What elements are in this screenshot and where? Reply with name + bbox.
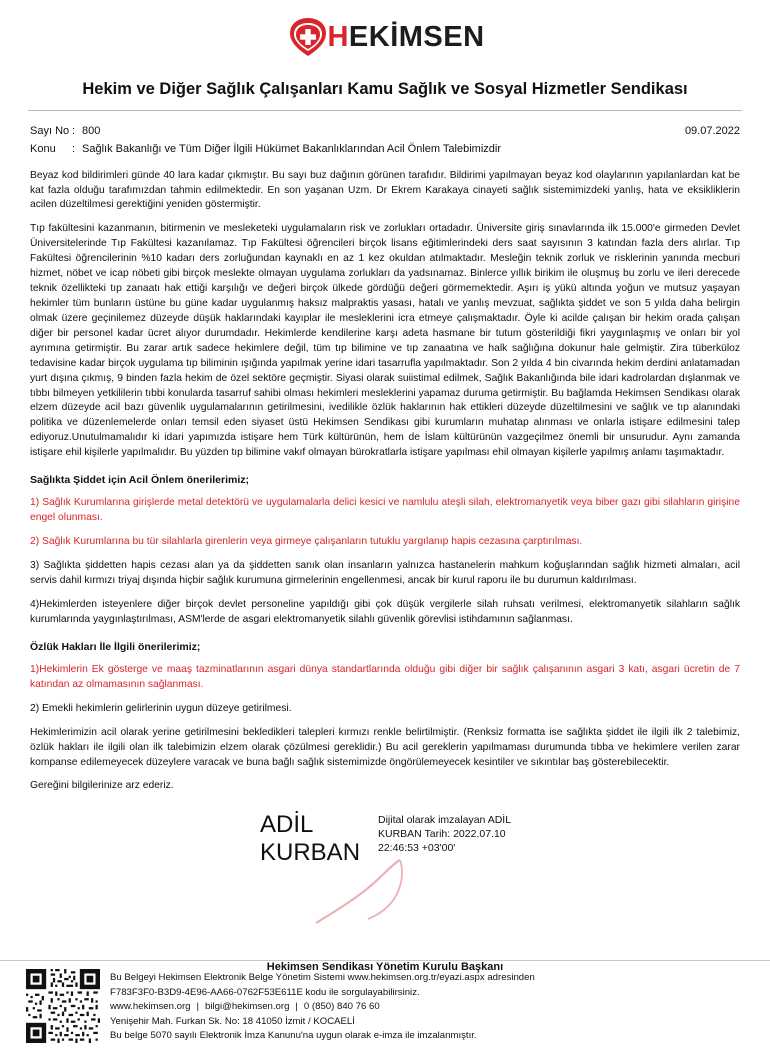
meta-row-subject (30, 141, 740, 159)
closing-line: Gereğini bilgilerinize arz ederiz. (30, 779, 174, 791)
signature-area (30, 805, 740, 925)
paragraph-3: Hekimlerimizin acil olarak yerine getirilmesini bekledikleri talepleri kırmızı renkle belirtilmiştir. (Renksiz formatta ise sağlıkta şiddet ile ilgili ilk 2 talebimiz, özlük hakları ile ilgili olan ilk talebimizin elzem olarak çözülmesi gereklidir.) Bu acil gereklerin yapılmaması durumunda tıbba ve hekimlere verilen zarar kompanse edilemeyecek düzeylere varacak ve buna bağlı sağlık sistemimizde öngörülemeyecek kesintiler ve sıkıntılar baş gösterebilecektir. (30, 726, 740, 768)
signature-name: ADİL KURBAN (260, 810, 361, 866)
number-value: 800 (82, 125, 101, 138)
document-header (0, 0, 770, 111)
document-footer (0, 960, 770, 1054)
header-divider (28, 110, 742, 111)
subject-label: Konu (30, 143, 56, 156)
footer-email-link[interactable]: bilgi@hekimsen.org (205, 1001, 290, 1013)
footer-website-link[interactable]: www.hekimsen.org (110, 1001, 191, 1013)
footer-separator-1: | (196, 1001, 200, 1013)
brand-wordmark (327, 20, 485, 53)
document-body (30, 169, 740, 771)
number-label: Sayı No (30, 125, 70, 138)
proposal-item-3: 3) Sağlıkta şiddetten hapis cezası alan ya da şiddetten sanık olan insanların yalnızca hastanelerin mahkum koğuşlarından sağlık hizmeti almaları, acil servis dahil kırmızı triyaj dışında hiçbir sağlık kurumuna girmelerinin engellenmesi, ancak bir kurul raporu ile bu durumun kaldırılması. (30, 560, 740, 587)
document-date: 09.07.2022 (684, 125, 740, 138)
proposal-item-4: 4)Hekimlerden isteyenlere diğer birçok devlet personeline yapıldığı gibi çok düşük vergilerle silah ruhsatı verilmesi, elektromanyetik silahların sağlık kurumlarında yaygınlaştırılması, ASM'lerde de asgari elektromanyetik silahlı güvenlik görevlisi istihdamının sağlanması. (30, 598, 740, 625)
footer-line-5: Bu belge 5070 sayılı Elektronik İmza Kanunu'na uygun olarak e-imza ile imzalanmıştır. (110, 1030, 477, 1042)
brand-wordmark-rest: EKİMSEN (348, 20, 485, 53)
brand-logo (285, 14, 484, 60)
proposal-item-2: 2) Sağlık Kurumlarına bu tür silahlarla girenlerin veya girmeye çalışanların tutuklu yargılanıp hapis cezasına çarptırılması. (30, 536, 583, 548)
subject-value: Sağlık Bakanlığı ve Tüm Diğer İlgili Hükümet Bakanlıklarından Acil Önlem Talebimizdir (82, 143, 501, 156)
hekimsen-logo-icon (285, 14, 331, 60)
digital-signature-detail: Dijital olarak imzalayan ADİL KURBAN Tarih: 2022.07.10 22:46:53 +03'00' (378, 813, 511, 854)
proposal-item-5: 1)Hekimlerin Ek gösterge ve maaş tazminatlarının asgari dünya standartlarında olduğu gibi diğer bir sağlık çalışanının asgari 3 katı, asgari ücretin de 7 katından az olmamasının sağlanması. (30, 664, 740, 690)
footer-line-2: F783F3F0-B3D9-4E96-AA66-0762F53E611E kodu ile sorgulayabilirsiniz. (110, 986, 420, 998)
footer-address: Yenişehir Mah. Furkan Sk. No: 18 41050 İzmit / KOCAELİ (110, 1015, 355, 1027)
section-title-rights: Özlük Hakları İle İlgili önerilerimiz; (30, 640, 201, 653)
footer-text-block (110, 969, 535, 1044)
footer-separator-2: | (295, 1001, 298, 1013)
signatory-title: Hekimsen Sendikası Yönetim Kurulu Başkanı (266, 960, 504, 973)
paragraph-1: Beyaz kod bildirimleri günde 40 lara kadar çıkmıştır. Bu sayı buz dağının görünen tarafıdır. Bildirimi yapılmayan beyaz kod olaylarının yapılanlardan kat be kat fazla olduğu tarafımızdan tahmin edilmektedir. En son yaşanan Uzm. Dr Ekrem Karakaya cinayeti sağlık sistemimizdeki yanlış, hata ve eksikliklerin acilen düzeltilmesi gerektiğini yeniden göstermiştir. (30, 169, 740, 211)
document-meta (30, 123, 740, 158)
signature-flourish-icon (312, 857, 432, 927)
meta-row-number (30, 123, 740, 141)
proposal-item-6: 2) Emekli hekimlerin gelirlerinin uygun düzeye getirilmesi. (30, 702, 292, 714)
footer-line-1: Bu Belgeyi Hekimsen Elektronik Belge Yönetim Sistemi www.hekimsen.org.tr/eyazi.aspx adresinden (110, 972, 535, 984)
section-title-violence: Sağlıkta Şiddet için Acil Önlem önerilerimiz; (30, 474, 249, 487)
number-separator: : (72, 125, 76, 138)
proposal-item-1: 1) Sağlık Kurumlarına girişlerde metal detektörü ve uygulamalarla delici kesici ve namlulu ateşli silah, elektromanyetik veya biber gazı gibi silahların girişine engel olunması. (30, 497, 740, 524)
footer-contact-row (110, 1000, 535, 1015)
brand-wordmark-h: H (327, 20, 349, 53)
qr-code-icon (26, 969, 100, 1043)
subject-separator: : (72, 143, 76, 156)
paragraph-2: Tıp fakültesini kazanmanın, bitirmenin ve mesleketeki uygulamaların risk ve zorlukları ortadadır. Üniversite giriş sınavlarında ilk 15.000'e girmeden Devlet Üniversitelerinde Tıp Fakültesi kazanılamaz. Tıp Fakültesi öğrencileri birçok lisans eğitimlerindeki ders saat sayısının 3 katından fazla ders alırlar. Tıp Fakültesi öğrencilerinin %10 kadarı ders zorluğundan kaynaklı en az 1 kez okuldan atılmaktadır. Mesleğin teknik zorluk ve risklerinin yanında mecburi hizmet, nöbet ve icap nöbeti gibi birçok meslekte olmayan uygulama zorlukları da yadsınamaz. Binlerce yıllık birikim ile oluşmuş bu zorlu ve ileri derecede teknik özellikteki tıp zanaatı hak ettiği karşılığı ve değeri birçok ülkede gördüğü değeri görmemektedir. Aşırı iş yükü altında yoğun ve mutsuz yaşayan hekimler tüm bunların üstüne bu güne kadar uygulanmış haksız malpraktis yasası, hatalı ve yanlış mevzuat, sağlıkta şiddet ve son 5 yılda daha belirgin olmak üzere geçinilemez düzeyde düşük haklarındaki kayıplar ile mesleklerini icra etmeye çalışmaktadır. Öyle ki acilde çalışan bir hekim orada çalışan diğer bir personel kadar ücret alıyor durumdadır. Hekimlerde kendilerine karşı adeta hasmane bir tutum gösterildiği fikri yaygınlaşmış ve onları bir yol ayrımına getirmiştir. Bu zarar artık sadece hekimlere değil, tüm tıp bilimine ve tıp zanaatına ve halk sağlığına dokunur hale gelmiştir. Zira tüberküloz tedavisine kadar birçok uygulama tıp biliminin ışığında yapılmak yerine idari tasarrufla yapılmaktadır. Son 2 yılda 4 bin civarında hekim derdini anlatamadan yurt dışına çıkmış, 9 binden fazla hekim de özel sektöre geçmiştir. Siyasi olarak suiistimal edilmek, Sağlık Bakanlığında bile idari kadrolardan dışlanmak ve tıbbı bilmeyen yetkililerin tıbbi konularda tasarruf sahibi olması hekimleri mesleklerini yapamaz duruma getirmiştir. Bu bağlamda Hekimsen Sendikası olarak elzem düzeyde acil bazı güvenlik uygulamalarının getirilmesini, ivedilikle özlük haklarının hak ettikleri düzeyde düzeltilmesini ve sağlık ve tıp alanındaki politika ve düzenlemelerde onları temsil eden siyaset üstü Hekimsen Sendikası gibi kurumların muhatap alınması ve onlarla istişare edilmesini talep ediyoruz.Unutulmamalıdır ki idari yapımızda istişare hem Türk kültürünün, hem de İslam kültürünün vazgeçilmez önemli bir unsurudur. Aynı zamanda istişare ehil kişilerle yapılmalıdır. Bu yüzden tıp bilimine vakıf olmayan bürokratlarla istişare yapılması ehil olmayan kişilerle yapılmış anlamı taşımaktadır. (30, 223, 740, 459)
footer-phone: 0 (850) 840 76 60 (303, 1001, 380, 1013)
organization-title: Hekim ve Diğer Sağlık Çalışanları Kamu Sağlık ve Sosyal Hizmetler Sendikası (82, 80, 688, 98)
